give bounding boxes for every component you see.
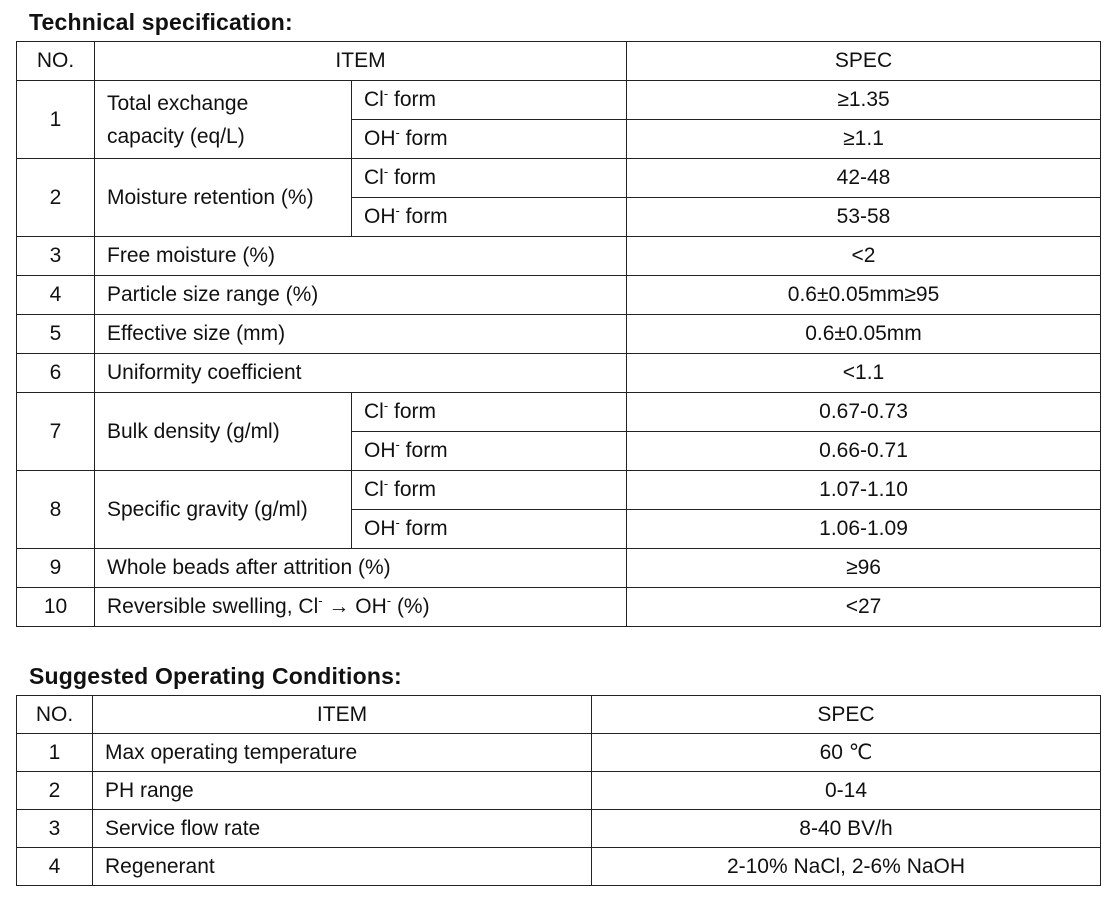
row-spec: 53-58 (627, 198, 1101, 237)
row-spec: 1.06-1.09 (627, 510, 1101, 549)
row-item: Max operating temperature (93, 734, 592, 772)
table-row (17, 549, 1101, 588)
row-item: Bulk density (g/ml) (95, 393, 352, 471)
row-spec: 0.6±0.05mm≥95 (627, 276, 1101, 315)
row-no: 7 (17, 393, 95, 471)
row-form: Cl- form (352, 393, 627, 432)
row-spec: 0.66-0.71 (627, 432, 1101, 471)
table-row (17, 772, 1101, 810)
tech-spec-table (16, 41, 1101, 627)
row-spec: 0.6±0.05mm (627, 315, 1101, 354)
table-row (17, 734, 1101, 772)
row-form: OH- form (352, 120, 627, 159)
row-spec: ≥1.1 (627, 120, 1101, 159)
row-item: Specific gravity (g/ml) (95, 471, 352, 549)
row-no: 3 (17, 237, 95, 276)
table-row (17, 848, 1101, 886)
row-spec: <2 (627, 237, 1101, 276)
row-no: 8 (17, 471, 95, 549)
operating-conditions-table (16, 695, 1101, 886)
row-item: Uniformity coefficient (95, 354, 627, 393)
row-form: Cl- form (352, 81, 627, 120)
header-item: ITEM (95, 42, 627, 81)
table-row (17, 354, 1101, 393)
row-no: 1 (17, 81, 95, 159)
row-spec: 2-10% NaCl, 2-6% NaOH (592, 848, 1101, 886)
table-header-row (17, 42, 1101, 81)
row-no: 3 (17, 810, 93, 848)
row-spec: 0.67-0.73 (627, 393, 1101, 432)
table-row (17, 393, 1101, 432)
header-no: NO. (17, 42, 95, 81)
row-item: PH range (93, 772, 592, 810)
row-spec: 1.07-1.10 (627, 471, 1101, 510)
header-spec: SPEC (592, 696, 1101, 734)
operating-conditions-heading: Suggested Operating Conditions: (29, 663, 402, 689)
row-form: OH- form (352, 510, 627, 549)
row-item: Total exchange capacity (eq/L) (95, 81, 352, 159)
row-item: Moisture retention (%) (95, 159, 352, 237)
row-item: Reversible swelling, Cl- → OH- (%) (95, 588, 627, 627)
table-row (17, 237, 1101, 276)
table-row (17, 81, 1101, 120)
row-spec: 8-40 BV/h (592, 810, 1101, 848)
row-item: Whole beads after attrition (%) (95, 549, 627, 588)
row-no: 9 (17, 549, 95, 588)
row-no: 5 (17, 315, 95, 354)
row-form: Cl- form (352, 159, 627, 198)
tech-spec-heading: Technical specification: (29, 9, 293, 35)
row-item: Effective size (mm) (95, 315, 627, 354)
row-no: 4 (17, 276, 95, 315)
row-form: OH- form (352, 198, 627, 237)
row-no: 1 (17, 734, 93, 772)
row-no: 4 (17, 848, 93, 886)
table-row (17, 159, 1101, 198)
row-item: Regenerant (93, 848, 592, 886)
table-row (17, 276, 1101, 315)
row-no: 2 (17, 159, 95, 237)
table-row (17, 315, 1101, 354)
row-no: 6 (17, 354, 95, 393)
row-spec: <27 (627, 588, 1101, 627)
row-spec: 60 ℃ (592, 734, 1101, 772)
row-spec: <1.1 (627, 354, 1101, 393)
header-no: NO. (17, 696, 93, 734)
row-item: Particle size range (%) (95, 276, 627, 315)
row-spec: ≥96 (627, 549, 1101, 588)
row-form: Cl- form (352, 471, 627, 510)
row-spec: ≥1.35 (627, 81, 1101, 120)
row-spec: 42-48 (627, 159, 1101, 198)
table-header-row (17, 696, 1101, 734)
row-no: 2 (17, 772, 93, 810)
row-spec: 0-14 (592, 772, 1101, 810)
header-item: ITEM (93, 696, 592, 734)
row-item: Service flow rate (93, 810, 592, 848)
header-spec: SPEC (627, 42, 1101, 81)
table-row (17, 810, 1101, 848)
row-form: OH- form (352, 432, 627, 471)
row-item: Free moisture (%) (95, 237, 627, 276)
table-row (17, 471, 1101, 510)
table-row (17, 588, 1101, 627)
row-no: 10 (17, 588, 95, 627)
